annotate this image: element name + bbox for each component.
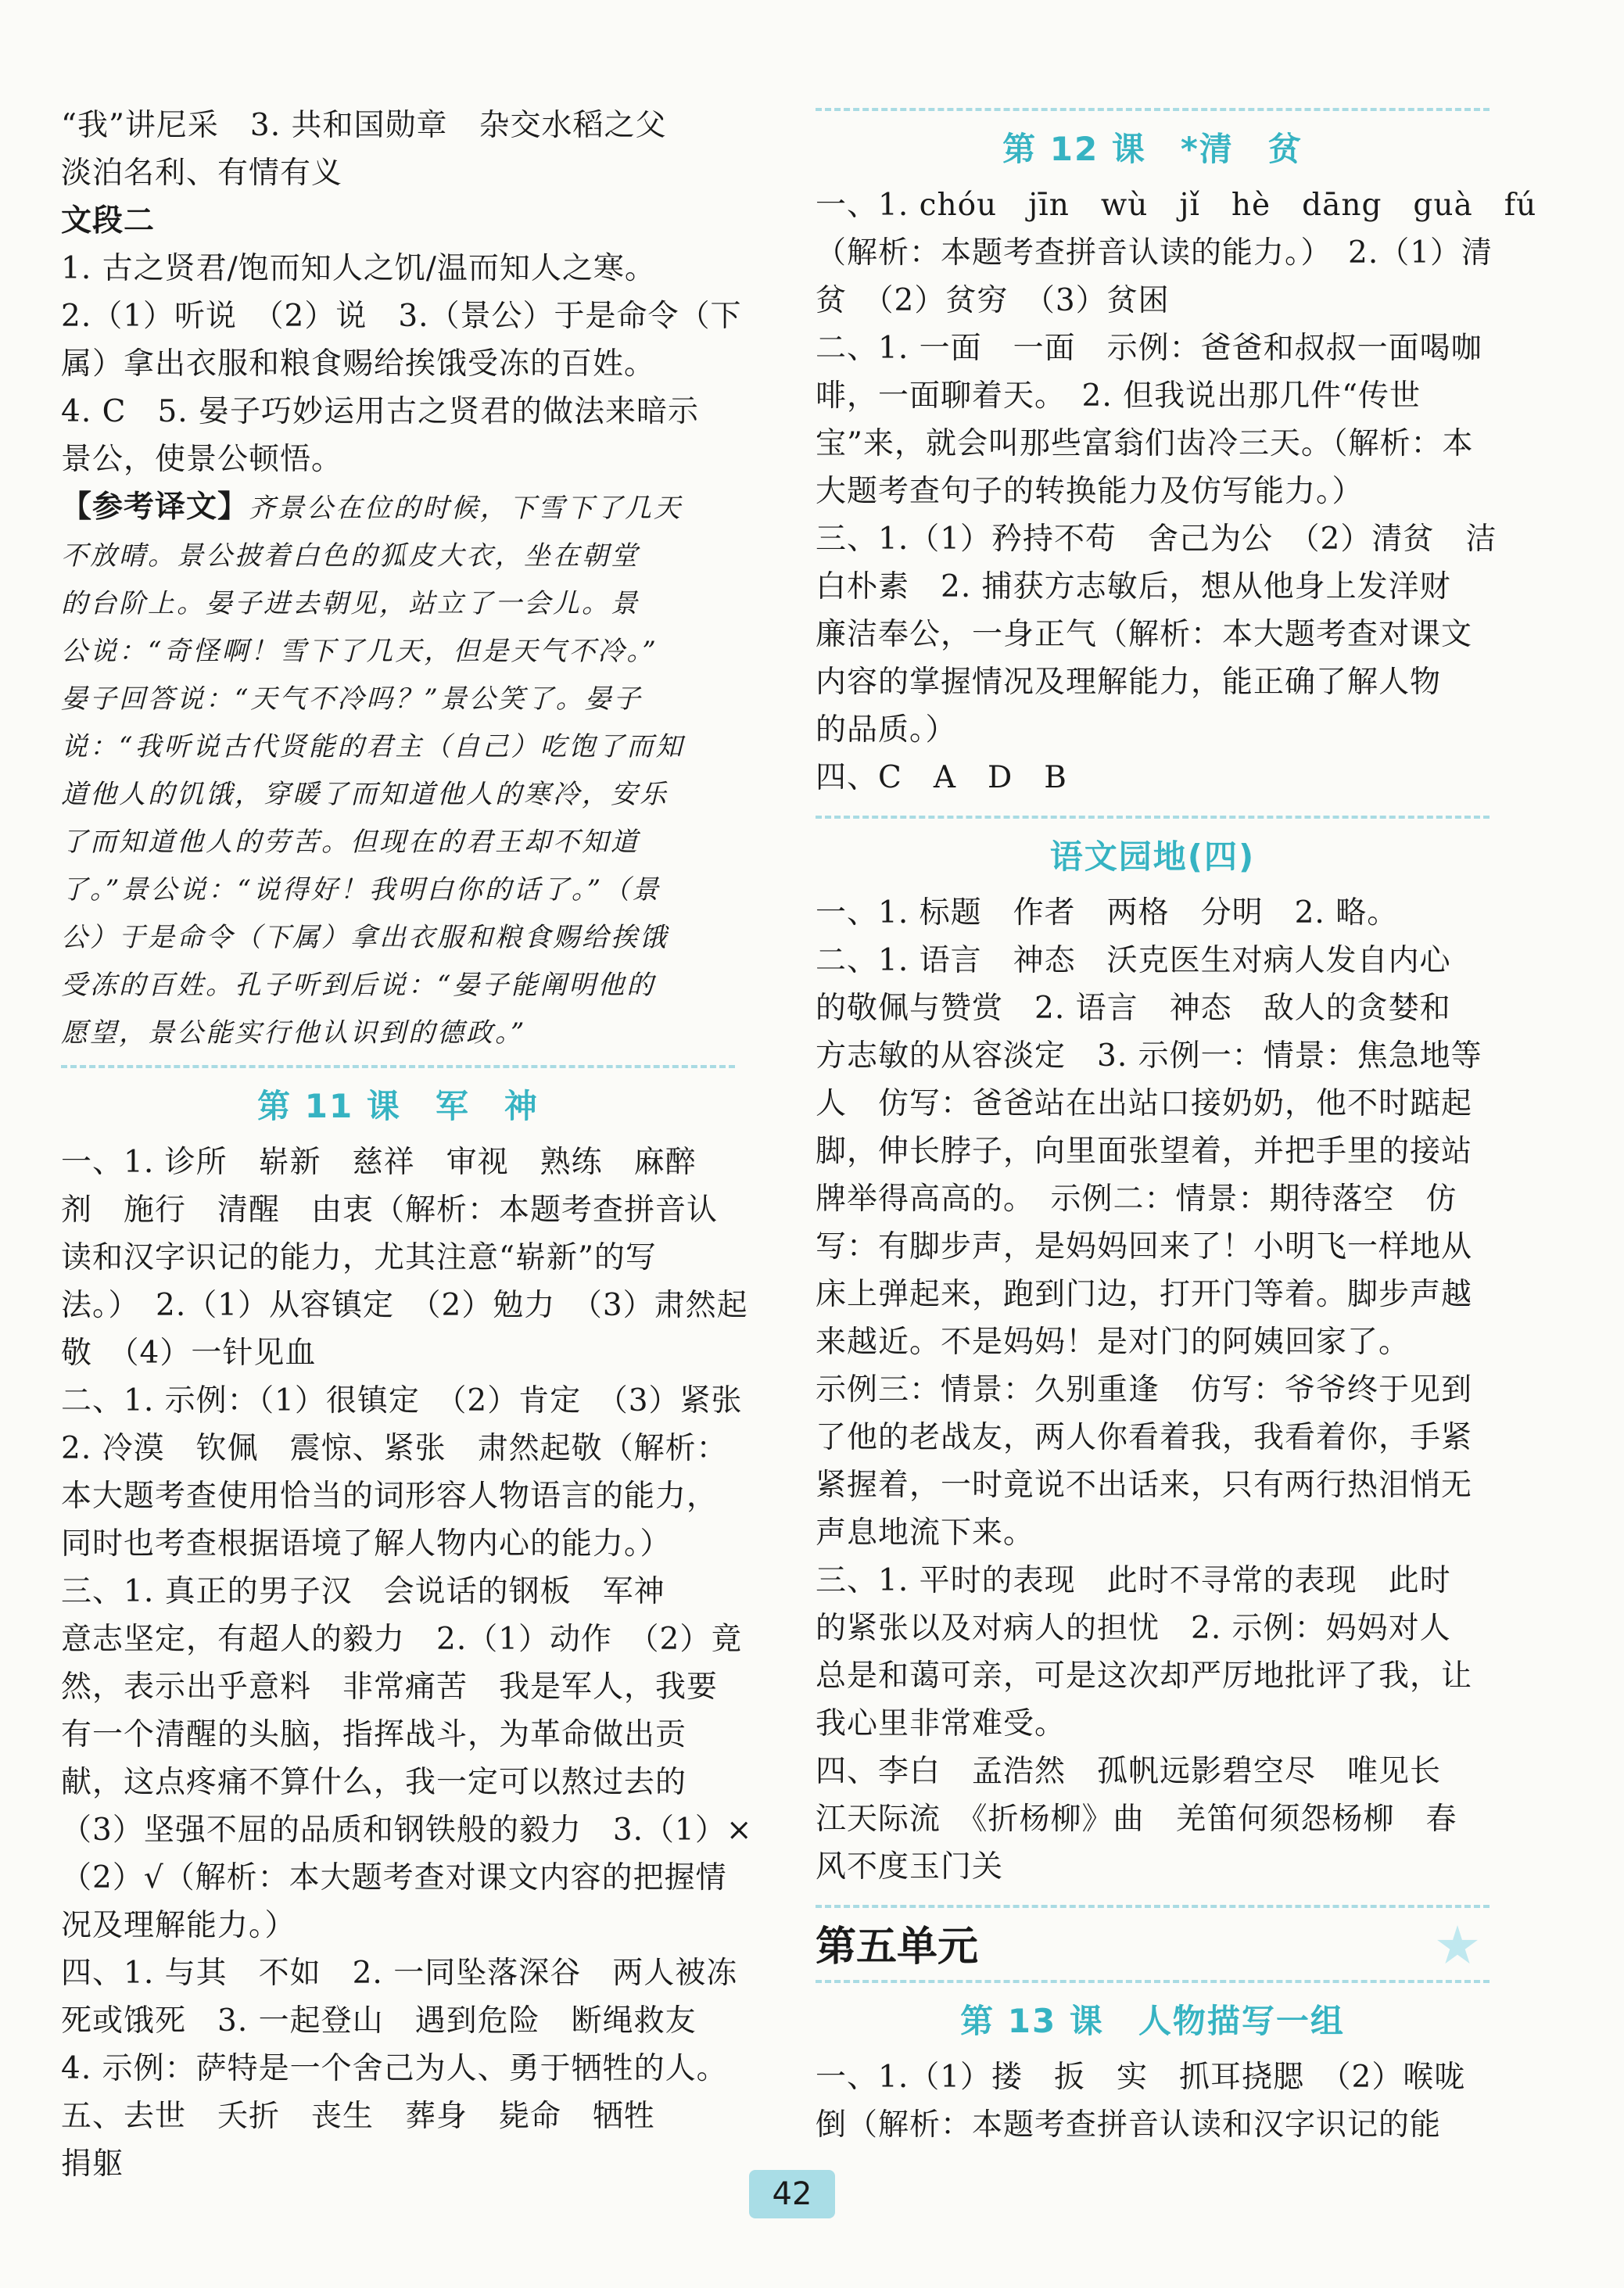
text-line: 淡泊名利、有情有义 [61, 156, 343, 191]
text-line: 一、1. 诊所 崭新 慈祥 审视 熟练 麻醉 [61, 1145, 697, 1180]
text-line: 床上弹起来，跑到门边，打开门等着。脚步声越 [816, 1277, 1473, 1312]
text-line: 脚，伸长脖子，向里面张望着，并把手里的接站 [816, 1134, 1473, 1169]
text-line: 声息地流下来。 [816, 1515, 1035, 1551]
text-line: 敬 （4）一针见血 [61, 1336, 317, 1371]
text-line: 贫 （2）贫穷 （3）贫困 [816, 283, 1170, 318]
lesson-11-answers [61, 1139, 753, 2188]
text-line: 不放晴。景公披着白色的狐皮大衣，坐在朝堂 [61, 540, 640, 572]
text-line: 江天际流 《折杨柳》曲 羌笛何须怨杨柳 春 [816, 1802, 1457, 1837]
divider [816, 1905, 1490, 1908]
text-line: 道他人的饥饿，穿暖了而知道他人的寒冷，安乐 [61, 779, 669, 810]
text-line: 4. C 5. 晏子巧妙运用古之贤君的做法来暗示 [61, 394, 700, 429]
garden-title: 语文园地(四) [1049, 837, 1256, 876]
text-line: 我心里非常难受。 [816, 1706, 1067, 1741]
text-line: 了而知道他人的劳苦。但现在的君王却不知道 [61, 827, 640, 858]
lesson-12-answers [816, 181, 1537, 802]
text-line: 愿望，景公能实行他认识到的德政。” [61, 1017, 527, 1049]
text-line: 二、1. 示例：（1）很镇定 （2）肯定 （3）紧张 [61, 1383, 743, 1418]
text-line: 三、1. 真正的男子汉 会说话的钢板 军神 [61, 1574, 665, 1609]
text-line: （2）√（解析：本大题考查对课文内容的把握情 [61, 1860, 727, 1895]
text-line: 人 仿写：爸爸站在出站口接奶奶，他不时踮起 [816, 1086, 1473, 1121]
text-line: 本大题考查使用恰当的词形容人物语言的能力， [61, 1479, 719, 1514]
text-line: 2. 冷漠 钦佩 震惊、紧张 肃然起敬（解析： [61, 1431, 728, 1466]
text-line: 4. 示例：萨特是一个舍己为人、勇于牺牲的人。 [61, 2051, 728, 2086]
text-line: 三、1.（1）矜持不苟 舍己为公 （2）清贫 洁 [816, 522, 1497, 557]
text-line: 意志坚定，有超人的毅力 2.（1）动作 （2）竟 [61, 1622, 743, 1657]
lesson-13-title: 第 13 课 人物描写一组 [960, 2002, 1345, 2040]
text-line: 啡，一面聊着天。 2. 但我说出那几件“传世 [816, 378, 1421, 414]
text-line: 死或饿死 3. 一起登山 遇到危险 断绳救友 [61, 2003, 697, 2039]
text-line: 公）于是命令（下属）拿出衣服和粮食赐给挨饿 [61, 922, 669, 953]
text-line: 景公，使景公顿悟。 [61, 442, 343, 477]
text-line: 有一个清醒的头脑，指挥战斗，为革命做出贡 [61, 1717, 687, 1752]
translation-label: 【参考译文】 [61, 490, 249, 525]
text-line: 的品质。） [816, 712, 957, 748]
text-line: 捐躯 [61, 2146, 124, 2182]
text-line: （解析：本题考查拼音认读的能力。） 2.（1）清 [816, 235, 1493, 271]
text-line: 2.（1）听说 （2）说 3.（景公）于是命令（下 [61, 299, 742, 334]
text-line: 写：有脚步声，是妈妈回来了！小明飞一样地从 [816, 1229, 1473, 1264]
text-line: 牌举得高高的。 示例二：情景：期待落空 仿 [816, 1182, 1457, 1217]
text-line: 读和汉字识记的能力，尤其注意“崭新”的写 [61, 1240, 657, 1275]
text-line: 的紧张以及对病人的担忧 2. 示例：妈妈对人 [816, 1611, 1451, 1646]
left-column [61, 102, 753, 2188]
garden-answers [816, 889, 1490, 1891]
text-line: “我”讲尼采 3. 共和国勋章 杂交水稻之父 [61, 108, 667, 143]
lesson-13-answers [816, 2053, 1490, 2149]
text-line: 了。”景公说：“说得好！我明白你的话了。”（景 [61, 874, 661, 906]
text-line: 1. 古之贤君/饱而知人之饥/温而知人之寒。 [61, 251, 656, 286]
unit-title-text: 第五单元 [816, 1924, 979, 1971]
text-line: 来越近。不是妈妈！是对门的阿姨回家了。 [816, 1325, 1411, 1360]
text-line: 一、1. 标题 作者 两格 分明 2. 略。 [816, 895, 1399, 931]
star-icon [1436, 1925, 1479, 1967]
right-column [816, 100, 1537, 2149]
divider [816, 816, 1490, 819]
section-title: 文段二 [61, 203, 156, 238]
text-line: 属）拿出衣服和粮食赐给挨饿受冻的百姓。 [61, 346, 656, 382]
text-line: 四、1. 与其 不如 2. 一同坠落深谷 两人被冻 [61, 1956, 738, 1991]
translation-block [61, 533, 735, 1057]
text-line: 内容的掌握情况及理解能力，能正确了解人物 [816, 665, 1442, 700]
text-line: 献，这点疼痛不算什么，我一定可以熬过去的 [61, 1765, 687, 1800]
text-line: 受冻的百姓。孔子听到后说：“晏子能阐明他的 [61, 970, 656, 1001]
text-line: 方志敏的从容淡定 3. 示例一：情景：焦急地等 [816, 1038, 1482, 1074]
text-line: 的台阶上。晏子进去朝见，站立了一会儿。景 [61, 588, 640, 619]
text-line: 风不度玉门关 [816, 1849, 1004, 1885]
text-line: （3）坚强不屈的品质和钢铁般的毅力 3.（1）× [61, 1813, 753, 1848]
translation-text: 齐景公在位的时候，下雪下了几天 [249, 493, 683, 524]
lesson-12-title: 第 12 课 *清 贫 [1002, 130, 1303, 168]
unit-title [816, 1914, 1490, 1980]
text-line: 况及理解能力。） [61, 1908, 296, 1943]
text-line: 的敬佩与赞赏 2. 语言 神态 敌人的贪婪和 [816, 991, 1451, 1026]
text-line: 大题考查句子的转换能力及仿写能力。） [816, 474, 1364, 509]
page-number: 42 [749, 2170, 835, 2218]
divider [816, 1980, 1490, 1983]
lesson-11-title: 第 11 课 军 神 [257, 1087, 539, 1125]
text-line: 倒（解析：本题考查拼音认读和汉字识记的能 [816, 2107, 1442, 2143]
text-line: 晏子回答说：“天气不冷吗？”景公笑了。晏子 [61, 683, 643, 715]
text-line: 同时也考查根据语境了解人物内心的能力。） [61, 1526, 672, 1562]
text-line: 三、1. 平时的表现 此时不寻常的表现 此时 [816, 1563, 1451, 1598]
divider [61, 1065, 735, 1068]
text-line: 宝”来，就会叫那些富翁们齿冷三天。（解析：本 [816, 426, 1474, 461]
text-line: 四、李白 孟浩然 孤帆远影碧空尽 唯见长 [816, 1754, 1442, 1789]
text-line: 法。） 2.（1）从容镇定 （2）勉力 （3）肃然起 [61, 1288, 748, 1323]
text-line: 示例三：情景：久别重逢 仿写：爷爷终于见到 [816, 1372, 1473, 1408]
text-line: 五、去世 夭折 丧生 葬身 毙命 牺牲 [61, 2099, 656, 2134]
text-line: 一、1.（1）搂 扳 实 抓耳挠腮 （2）喉咙 [816, 2060, 1466, 2095]
text-line: 二、1. 一面 一面 示例：爸爸和叔叔一面喝咖 [816, 331, 1482, 366]
text-line: 二、1. 语言 神态 沃克医生对病人发自内心 [816, 943, 1451, 978]
translation-first-line [61, 483, 735, 533]
text-line: 剂 施行 清醒 由衷（解析：本题考查拼音认 [61, 1192, 719, 1228]
text-line: 紧握着，一时竟说不出话来，只有两行热泪悄无 [816, 1468, 1473, 1503]
text-line: 白朴素 2. 捕获方志敏后，想从他身上发洋财 [816, 569, 1451, 604]
answer-block [61, 245, 742, 483]
text-line: 一、1. chóu jīn wù jǐ hè dāng guà fú [816, 188, 1537, 223]
text-line: 总是和蔼可亲，可是这次却严厉地批评了我，让 [816, 1659, 1473, 1694]
text-line: 说：“我听说古代贤能的君主（自己）吃饱了而知 [61, 731, 685, 762]
text-line: 然，表示出乎意料 非常痛苦 我是军人，我要 [61, 1669, 719, 1705]
answer-block [61, 102, 735, 197]
divider [816, 108, 1490, 111]
text-line: 公说：“奇怪啊！雪下了几天，但是天气不冷。” [61, 636, 658, 667]
text-line: 了他的老战友，两人你看着我，我看着你，手紧 [816, 1420, 1473, 1455]
text-line: 四、C A D B [816, 760, 1067, 795]
text-line: 廉洁奉公，一身正气（解析：本大题考查对课文 [816, 617, 1473, 652]
